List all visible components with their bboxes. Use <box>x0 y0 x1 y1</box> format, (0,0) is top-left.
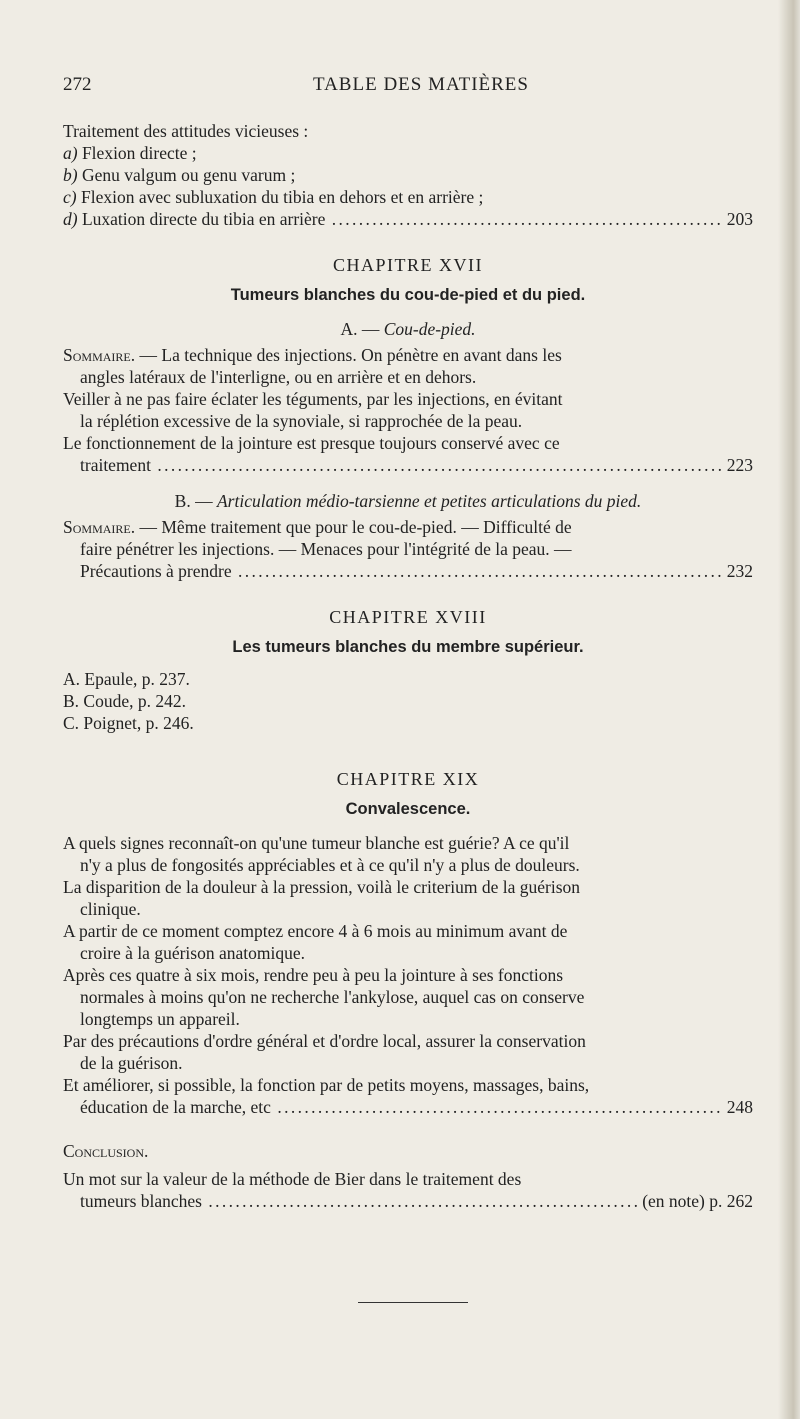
paragraph-line: Après ces quatre à six mois, rendre peu à peu la jointure à ses fonctions <box>63 965 564 985</box>
section-heading: B. — Articulation médio-tarsienne et petites articulations du pied. <box>174 491 642 511</box>
page-reference: 203 <box>723 208 753 230</box>
sommaire-label: Sommaire. <box>63 345 136 365</box>
page-number: 272 <box>63 74 92 95</box>
summary-line: traitement 223 . . . <box>63 454 753 476</box>
page-edge <box>778 0 800 1419</box>
running-head <box>63 74 753 102</box>
list-item: C. Poignet, p. 246. <box>63 713 194 733</box>
paragraph-line: de la guérison. <box>80 1053 183 1073</box>
summary-line: Précautions à prendre 232 . . . <box>63 560 753 582</box>
page-reference: 223 <box>723 454 753 476</box>
page-reference: (en note) p. 262 <box>638 1190 753 1212</box>
summary-line: Le fonctionnement de la jointure est presque toujours conservé avec ce <box>63 433 560 453</box>
closing-rule <box>358 1302 468 1303</box>
summary-line: angles latéraux de l'interligne, ou en arrière et en dehors. <box>80 367 477 387</box>
page-reference: 232 <box>723 560 753 582</box>
paragraph-line: croire à la guérison anatomique. <box>80 943 305 963</box>
chapter-heading: CHAPITRE XVII <box>333 255 483 275</box>
summary-line: Sommaire. — La technique des injections. On pénètre en avant dans les <box>63 345 562 365</box>
list-item: a) Flexion directe ; <box>63 143 197 163</box>
summary-line: la réplétion excessive de la synoviale, si rapprochée de la peau. <box>80 411 523 431</box>
paragraph-line: longtemps un appareil. <box>80 1009 240 1029</box>
summary-line: Veiller à ne pas faire éclater les téguments, par les injections, en évitant <box>63 389 563 409</box>
paragraph-line: Et améliorer, si possible, la fonction par de petits moyens, massages, bains, <box>63 1075 590 1095</box>
section-title: Traitement des attitudes vicieuses : <box>63 121 309 141</box>
paragraph-line: La disparition de la douleur à la pression, voilà le criterium de la guérison <box>63 877 581 897</box>
chapter-heading: CHAPITRE XVIII <box>329 607 487 627</box>
page-reference: 248 <box>723 1096 753 1118</box>
list-item: d) Luxation directe du tibia en arrière 203 . . . <box>63 208 753 230</box>
paragraph-line: A partir de ce moment comptez encore 4 à 6 mois au minimum avant de <box>63 921 568 941</box>
conclusion-line: tumeurs blanches (en note) p. 262 . . . <box>63 1190 753 1212</box>
summary-line: Sommaire. — Même traitement que pour le cou-de-pied. — Difficulté de <box>63 517 572 537</box>
paragraph-line: Par des précautions d'ordre général et d'ordre local, assurer la conservation <box>63 1031 586 1051</box>
list-item: b) Genu valgum ou genu varum ; <box>63 165 296 185</box>
running-title: TABLE DES MATIÈRES <box>313 74 529 95</box>
paragraph-line: clinique. <box>80 899 141 919</box>
section-heading: A. — Cou-de-pied. <box>340 319 476 339</box>
summary-line: faire pénétrer les injections. — Menaces pour l'intégrité de la peau. — <box>80 539 572 559</box>
list-item: c) Flexion avec subluxation du tibia en dehors et en arrière ; <box>63 187 484 207</box>
paragraph-line: n'y a plus de fongosités appréciables et à ce qu'il n'y a plus de douleurs. <box>80 855 580 875</box>
chapter-subtitle: Les tumeurs blanches du membre supérieur. <box>232 638 584 656</box>
list-item: B. Coude, p. 242. <box>63 691 186 711</box>
sommaire-label: Sommaire. <box>63 517 136 537</box>
chapter-subtitle: Tumeurs blanches du cou-de-pied et du pied. <box>230 286 586 304</box>
chapter-heading: CHAPITRE XIX <box>336 769 480 789</box>
list-item: A. Epaule, p. 237. <box>63 669 190 689</box>
toc-body <box>63 120 753 1212</box>
conclusion-line: Un mot sur la valeur de la méthode de Bier dans le traitement des <box>63 1169 522 1189</box>
conclusion-label: Conclusion. <box>63 1141 149 1161</box>
chapter-subtitle: Convalescence. <box>345 800 471 818</box>
paragraph-line: éducation de la marche, etc 248 . . . <box>63 1096 753 1118</box>
paragraph-line: normales à moins qu'on ne recherche l'ankylose, auquel cas on conserve <box>80 987 585 1007</box>
paragraph-line: A quels signes reconnaît-on qu'une tumeur blanche est guérie? A ce qu'il <box>63 833 570 853</box>
